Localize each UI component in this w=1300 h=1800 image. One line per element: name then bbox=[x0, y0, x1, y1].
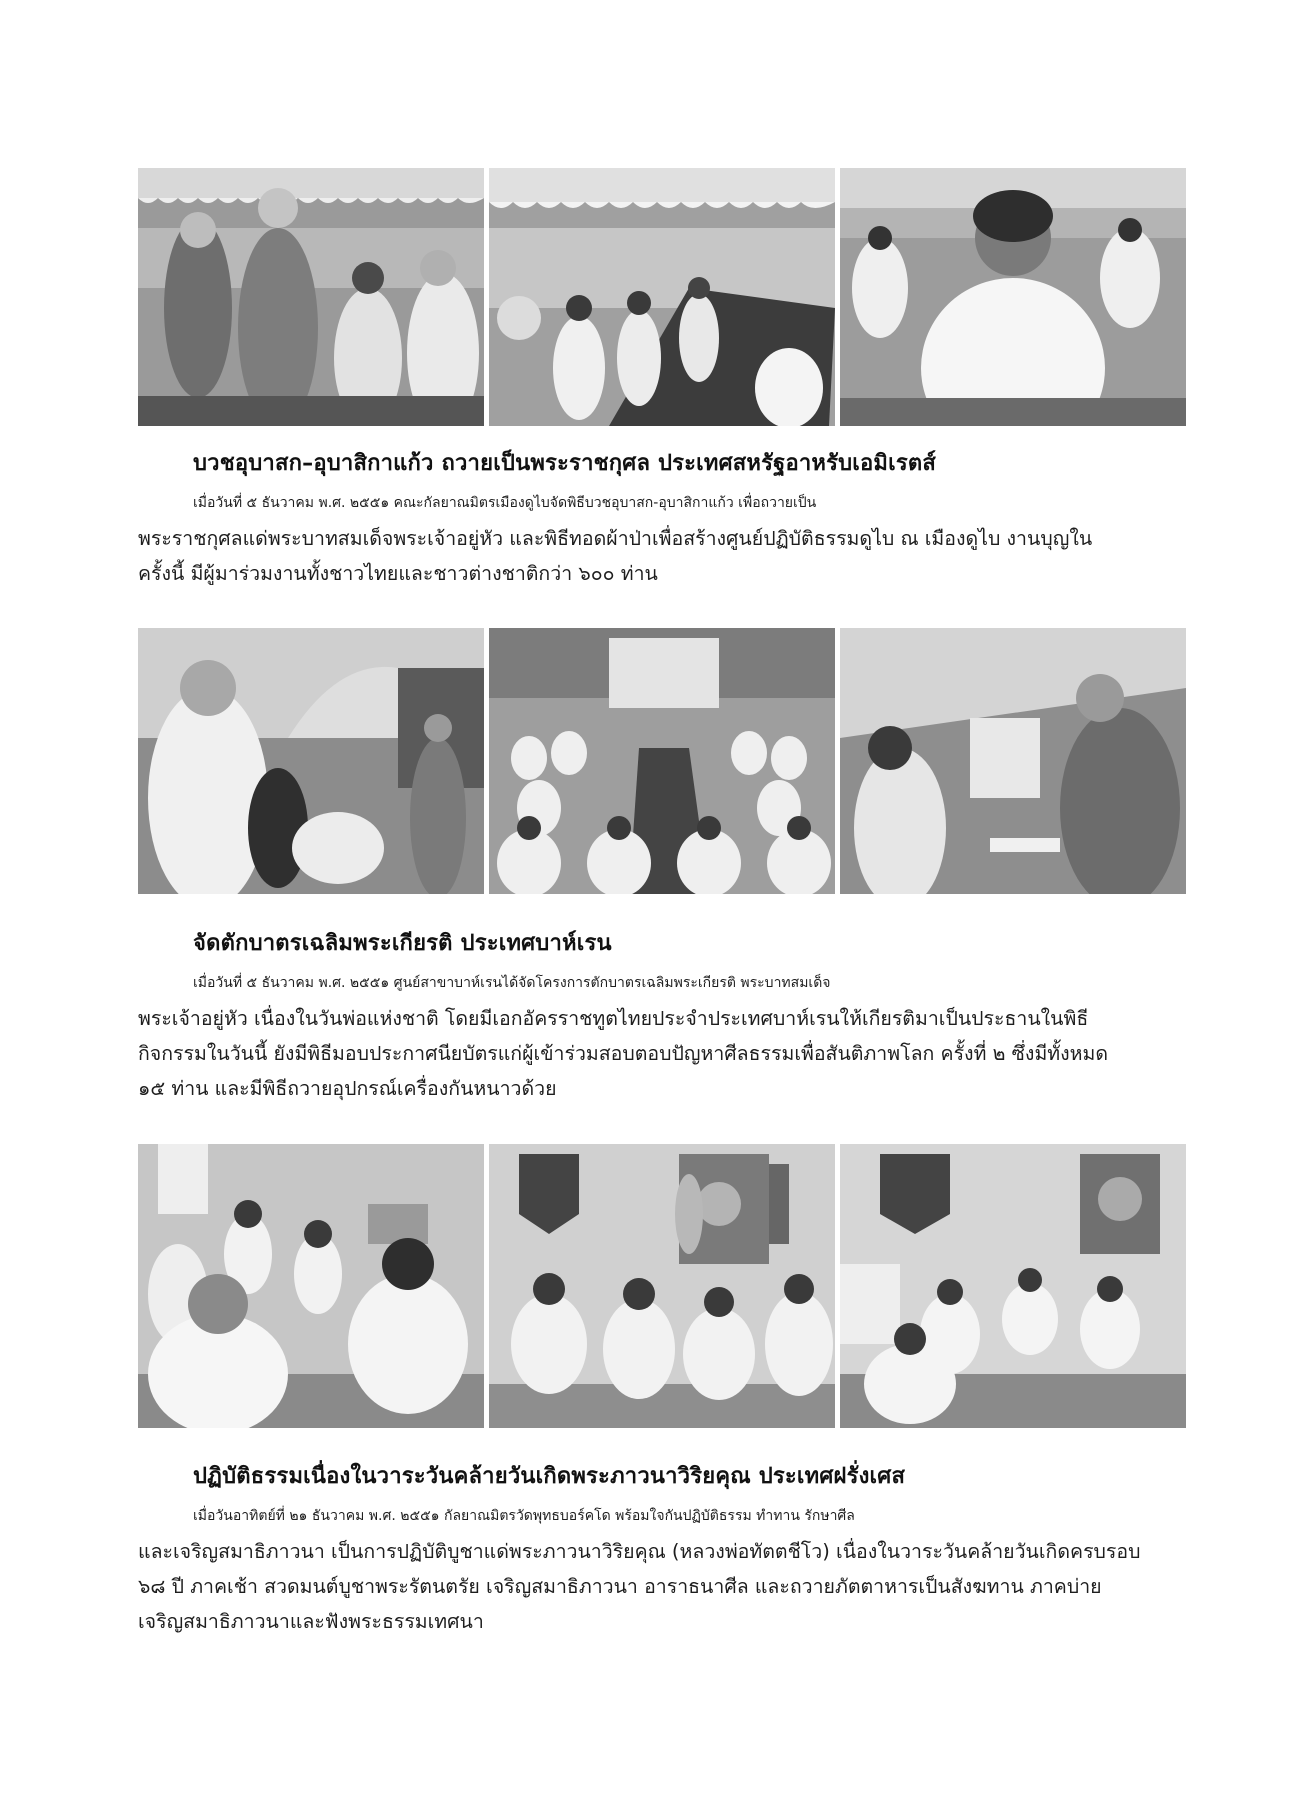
photo-france-shrine-group bbox=[489, 1144, 835, 1428]
section-body-france bbox=[138, 1499, 1188, 1639]
photo-row-france bbox=[138, 1144, 1186, 1428]
body-line: พระราชกุศลแด่พระบาทสมเด็จพระเจ้าอยู่หัว และพิธีทอดผ้าป่าเพื่อสร้างศูนย์ปฏิบัติธรรมดูไบ ณ เมืองดูไบ งานบุญใน bbox=[138, 527, 1093, 550]
photo-row-dubai bbox=[138, 168, 1186, 426]
photo-france-meditation-room bbox=[840, 1144, 1186, 1428]
photo-dubai-meditation bbox=[840, 168, 1186, 426]
body-line: เมื่อวันอาทิตย์ที่ ๒๑ ธันวาคม พ.ศ. ๒๕๕๑ กัลยาณมิตรวัดพุทธบอร์คโด พร้อมใจกันปฏิบัติธรรม ทำทาน รักษาศีล bbox=[193, 1508, 855, 1524]
body-line: กิจกรรมในวันนี้ ยังมีพิธีมอบประกาศนียบัตรแก่ผู้เข้าร่วมสอบตอบปัญหาศีลธรรมเพื่อสันติภาพโลก ครั้งที่ ๒ ซึ่งมีทั้งหมด bbox=[138, 1042, 1109, 1065]
section-body-bahrain bbox=[138, 966, 1188, 1106]
body-line: เจริญสมาธิภาวนาและฟังพระธรรมเทศนา bbox=[138, 1610, 484, 1633]
photo-bahrain-alms-giving bbox=[138, 628, 484, 894]
photo-bahrain-offering-to-monk bbox=[840, 628, 1186, 894]
body-line: และเจริญสมาธิภาวนา เป็นการปฏิบัติบูชาแด่พระภาวนาวิริยคุณ (หลวงพ่อทัตตชีโว) เนื่องในวาระวันคล้ายวันเกิดครบรอบ bbox=[138, 1540, 1141, 1563]
section-heading-france: ปฏิบัติธรรมเนื่องในวาระวันคล้ายวันเกิดพระภาวนาวิริยคุณ ประเทศฝรั่งเศส bbox=[193, 1464, 906, 1489]
body-line: พระเจ้าอยู่หัว เนื่องในวันพ่อแห่งชาติ โดยมีเอกอัครราชทูตไทยประจำประเทศบาห์เรนให้เกียรติมาเป็นประธานในพิธี bbox=[138, 1007, 1089, 1030]
body-line: ครั้งนี้ มีผู้มาร่วมงานทั้งชาวไทยและชาวต่างชาติกว่า ๖๐๐ ท่าน bbox=[138, 562, 658, 585]
photo-bahrain-ceremony-hall bbox=[489, 628, 835, 894]
photo-france-seated-group bbox=[138, 1144, 484, 1428]
body-line: เมื่อวันที่ ๕ ธันวาคม พ.ศ. ๒๕๕๑ ศูนย์สาขาบาห์เรนได้จัดโครงการตักบาตรเฉลิมพระเกียรติ พระบาทสมเด็จ bbox=[193, 975, 831, 991]
body-line: ๑๕ ท่าน และมีพิธีถวายอุปกรณ์เครื่องกันหนาวด้วย bbox=[138, 1077, 557, 1100]
photo-row-bahrain bbox=[138, 628, 1186, 894]
body-line: เมื่อวันที่ ๕ ธันวาคม พ.ศ. ๒๕๕๑ คณะกัลยาณมิตรเมืองดูไบจัดพิธีบวชอุบาสก-อุบาสิกาแก้ว เพื่อถวายเป็น bbox=[193, 495, 817, 511]
section-heading-dubai: บวชอุบาสก–อุบาสิกาแก้ว ถวายเป็นพระราชกุศล ประเทศสหรัฐอาหรับเอมิเรตส์ bbox=[193, 451, 936, 476]
body-line: ๖๘ ปี ภาคเช้า สวดมนต์บูชาพระรัตนตรัย เจริญสมาธิภาวนา อาราธนาศีล และถวายภัตตาหารเป็นสังฆทาน ภาคบ่าย bbox=[138, 1575, 1102, 1598]
section-heading-bahrain: จัดตักบาตรเฉลิมพระเกียรติ ประเทศบาห์เรน bbox=[193, 931, 612, 956]
section-body-dubai bbox=[138, 486, 1188, 591]
photo-dubai-procession bbox=[489, 168, 835, 426]
photo-dubai-monk-receiving-alms bbox=[138, 168, 484, 426]
